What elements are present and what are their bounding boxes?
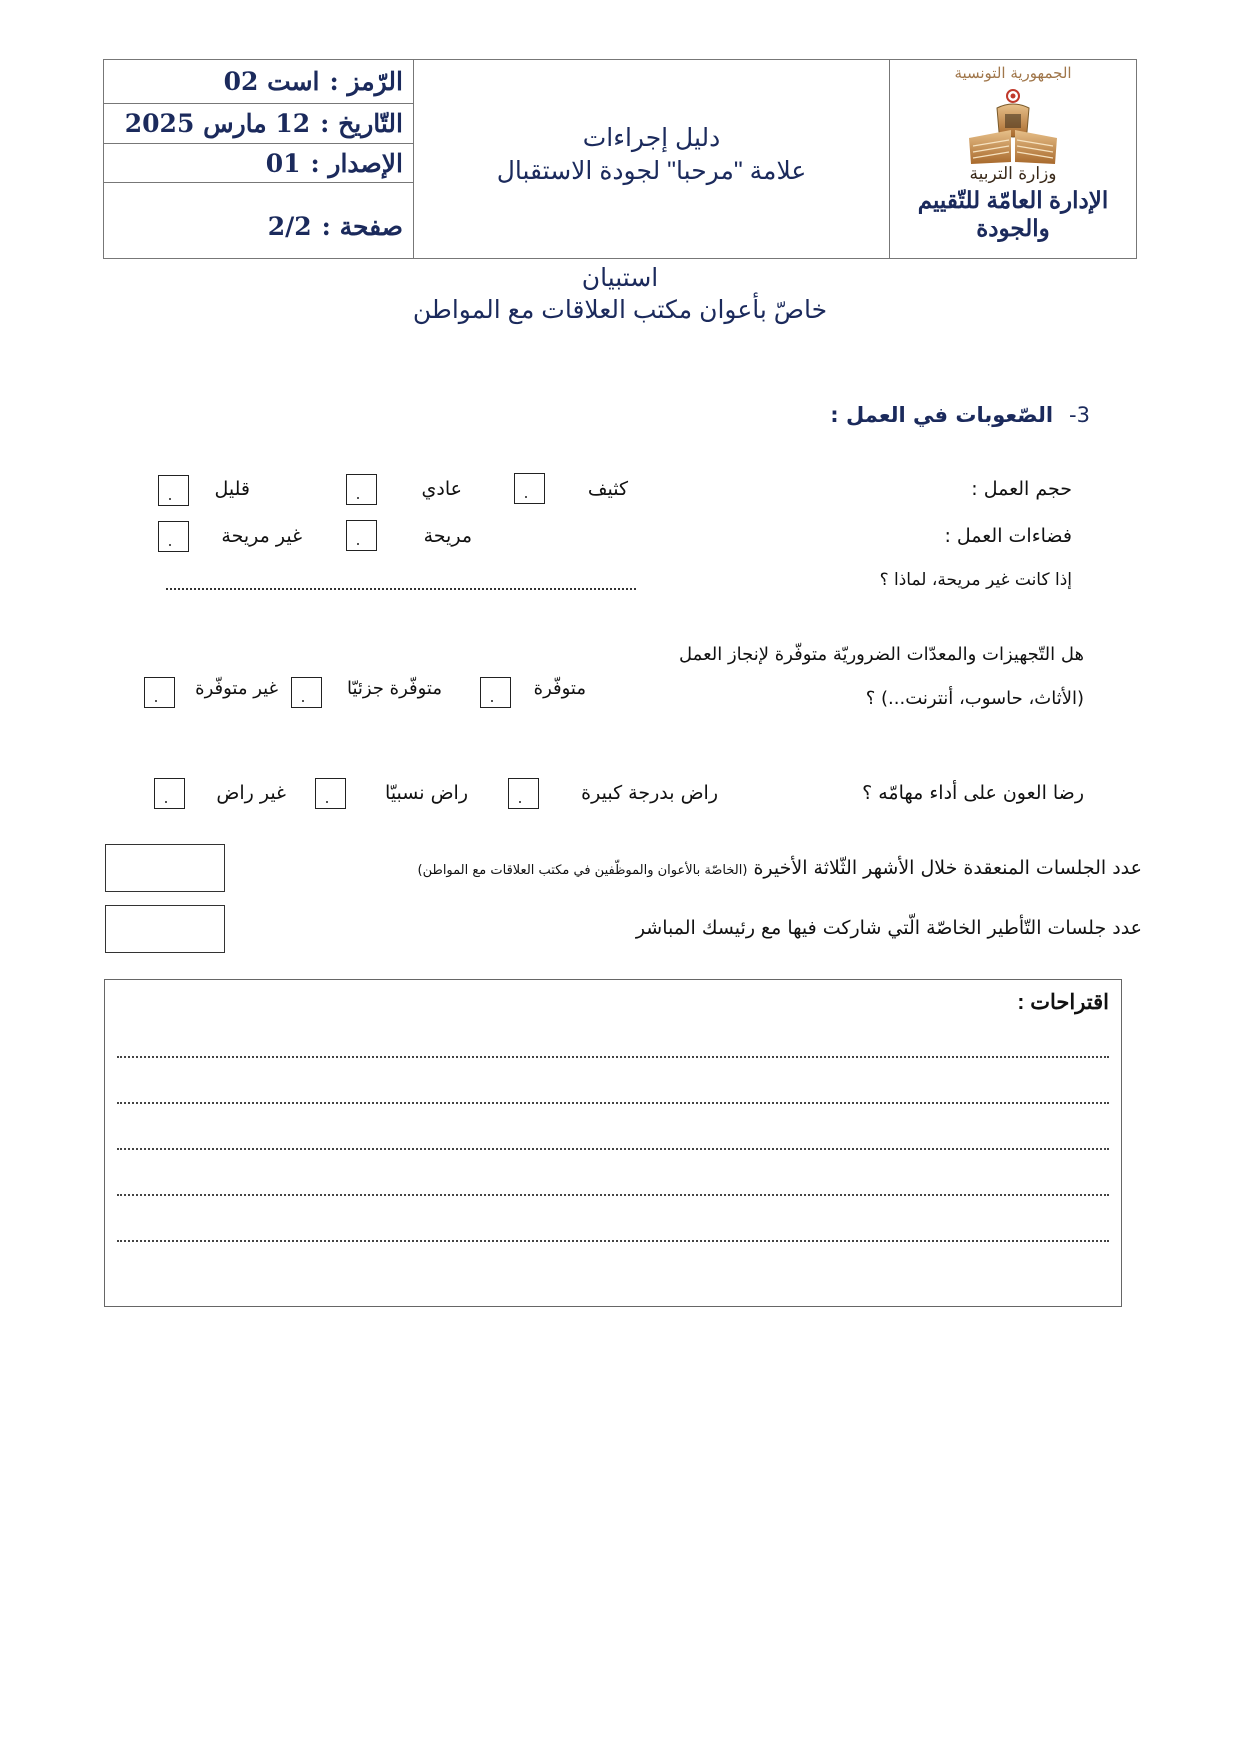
date-label: التّاريخ : [320, 109, 403, 138]
workload-option-low-checkbox[interactable] [158, 475, 189, 506]
section-title: الصّعوبات في العمل : [830, 403, 1054, 427]
equipment-option-available-checkbox[interactable] [480, 677, 511, 708]
workload-option-normal-label: عادي [421, 478, 462, 500]
suggestions-box [104, 979, 1122, 1307]
code-row [104, 60, 413, 104]
workspaces-option-comfortable-checkbox[interactable] [346, 520, 377, 551]
why-uncomfortable-answer-line[interactable] [166, 588, 636, 590]
code-value: است 02 [223, 67, 320, 96]
sessions-count-label-main: عدد الجلسات المنعقدة خلال الأشهر الثّلاثة الأخيرة [753, 857, 1142, 879]
section-heading [830, 403, 1090, 427]
document-header [103, 59, 1137, 259]
sessions-count-input[interactable] [105, 844, 225, 892]
suggestion-line[interactable] [117, 1056, 1109, 1058]
version-label: الإصدار : [310, 148, 403, 178]
equipment-option-partial-checkbox[interactable] [291, 677, 322, 708]
page-label: صفحة : [321, 212, 403, 241]
equipment-label-line-2: (الأثاث، حاسوب، أنترنت...) ؟ [865, 688, 1084, 709]
satisfaction-option-relative-checkbox[interactable] [315, 778, 346, 809]
supervision-count-label: عدد جلسات التّأطير الخاصّة الّتي شاركت فيها مع رئيسك المباشر [635, 917, 1142, 939]
why-uncomfortable-label: إذا كانت غير مريحة، لماذا ؟ [879, 570, 1072, 590]
questionnaire-title [340, 262, 900, 326]
republic-caption: الجمهورية التونسية [954, 64, 1072, 82]
satisfaction-option-not-satisfied-checkbox[interactable] [154, 778, 185, 809]
title-line-2: علامة "مرحبا" لجودة الاستقبال [496, 157, 807, 185]
questionnaire-title-line-2: خاصّ بأعوان مكتب العلاقات مع المواطن [412, 296, 828, 324]
satisfaction-label: رضا العون على أداء مهامّه ؟ [862, 782, 1084, 804]
supervision-count-input[interactable] [105, 905, 225, 953]
sessions-count-label-note: (الخاصّة بالأعوان والموظّفين في مكتب العلاقات مع المواطن) [417, 863, 748, 878]
workspaces-option-comfortable-label: مريحة [423, 525, 472, 547]
satisfaction-option-high-checkbox[interactable] [508, 778, 539, 809]
workspaces-label: فضاءات العمل : [944, 525, 1072, 547]
suggestions-title: اقتراحات : [1017, 991, 1109, 1014]
equipment-option-partial-label: متوفّرة جزئيّا [346, 678, 442, 699]
workload-option-dense-checkbox[interactable] [514, 473, 545, 504]
workload-option-dense-label: كثيف [587, 478, 628, 500]
code-label: الرّمز : [329, 67, 403, 96]
equipment-option-available-label: متوفّرة [533, 678, 586, 699]
equipment-option-unavailable-label: غير متوفّرة [195, 678, 278, 699]
satisfaction-option-not-satisfied-label: غير راض [216, 782, 286, 804]
version-row [104, 144, 413, 183]
page-value: 2/2 [267, 212, 312, 241]
version-value: 01 [265, 148, 301, 178]
suggestion-line[interactable] [117, 1194, 1109, 1196]
workspaces-option-uncomfortable-label: غير مريحة [221, 525, 302, 547]
workload-option-low-label: قليل [214, 478, 250, 500]
suggestion-line[interactable] [117, 1148, 1109, 1150]
header-meta-column [104, 60, 414, 258]
satisfaction-option-relative-label: راض نسبيّا [385, 782, 468, 804]
section-number: 3- [1069, 403, 1090, 427]
suggestion-line[interactable] [117, 1102, 1109, 1104]
department-line-1: الإدارة العامّة للتّقييم [917, 187, 1109, 213]
department-name [890, 186, 1136, 242]
emblem-book-icon [965, 86, 1061, 168]
workload-option-normal-checkbox[interactable] [346, 474, 377, 505]
equipment-option-unavailable-checkbox[interactable] [144, 677, 175, 708]
suggestion-line[interactable] [117, 1240, 1109, 1242]
title-line-1: دليل إجراءات [582, 124, 721, 152]
workload-label: حجم العمل : [971, 478, 1072, 500]
date-row [104, 104, 413, 144]
ministry-name: وزارة التربية [969, 164, 1057, 184]
questionnaire-title-line-1: استبيان [581, 264, 659, 292]
equipment-label-line-1: هل التّجهيزات والمعدّات الضروريّة متوفّرة لإنجاز العمل [679, 644, 1084, 665]
workspaces-option-uncomfortable-checkbox[interactable] [158, 521, 189, 552]
department-line-2: والجودة [976, 215, 1050, 241]
satisfaction-option-high-label: راض بدرجة كبيرة [581, 782, 718, 804]
page-row [104, 183, 413, 260]
date-value: 12 مارس 2025 [124, 109, 311, 138]
sessions-count-label [418, 857, 1143, 879]
document-title [414, 122, 889, 188]
ministry-logo [890, 60, 1136, 258]
header-title-column [414, 60, 890, 258]
